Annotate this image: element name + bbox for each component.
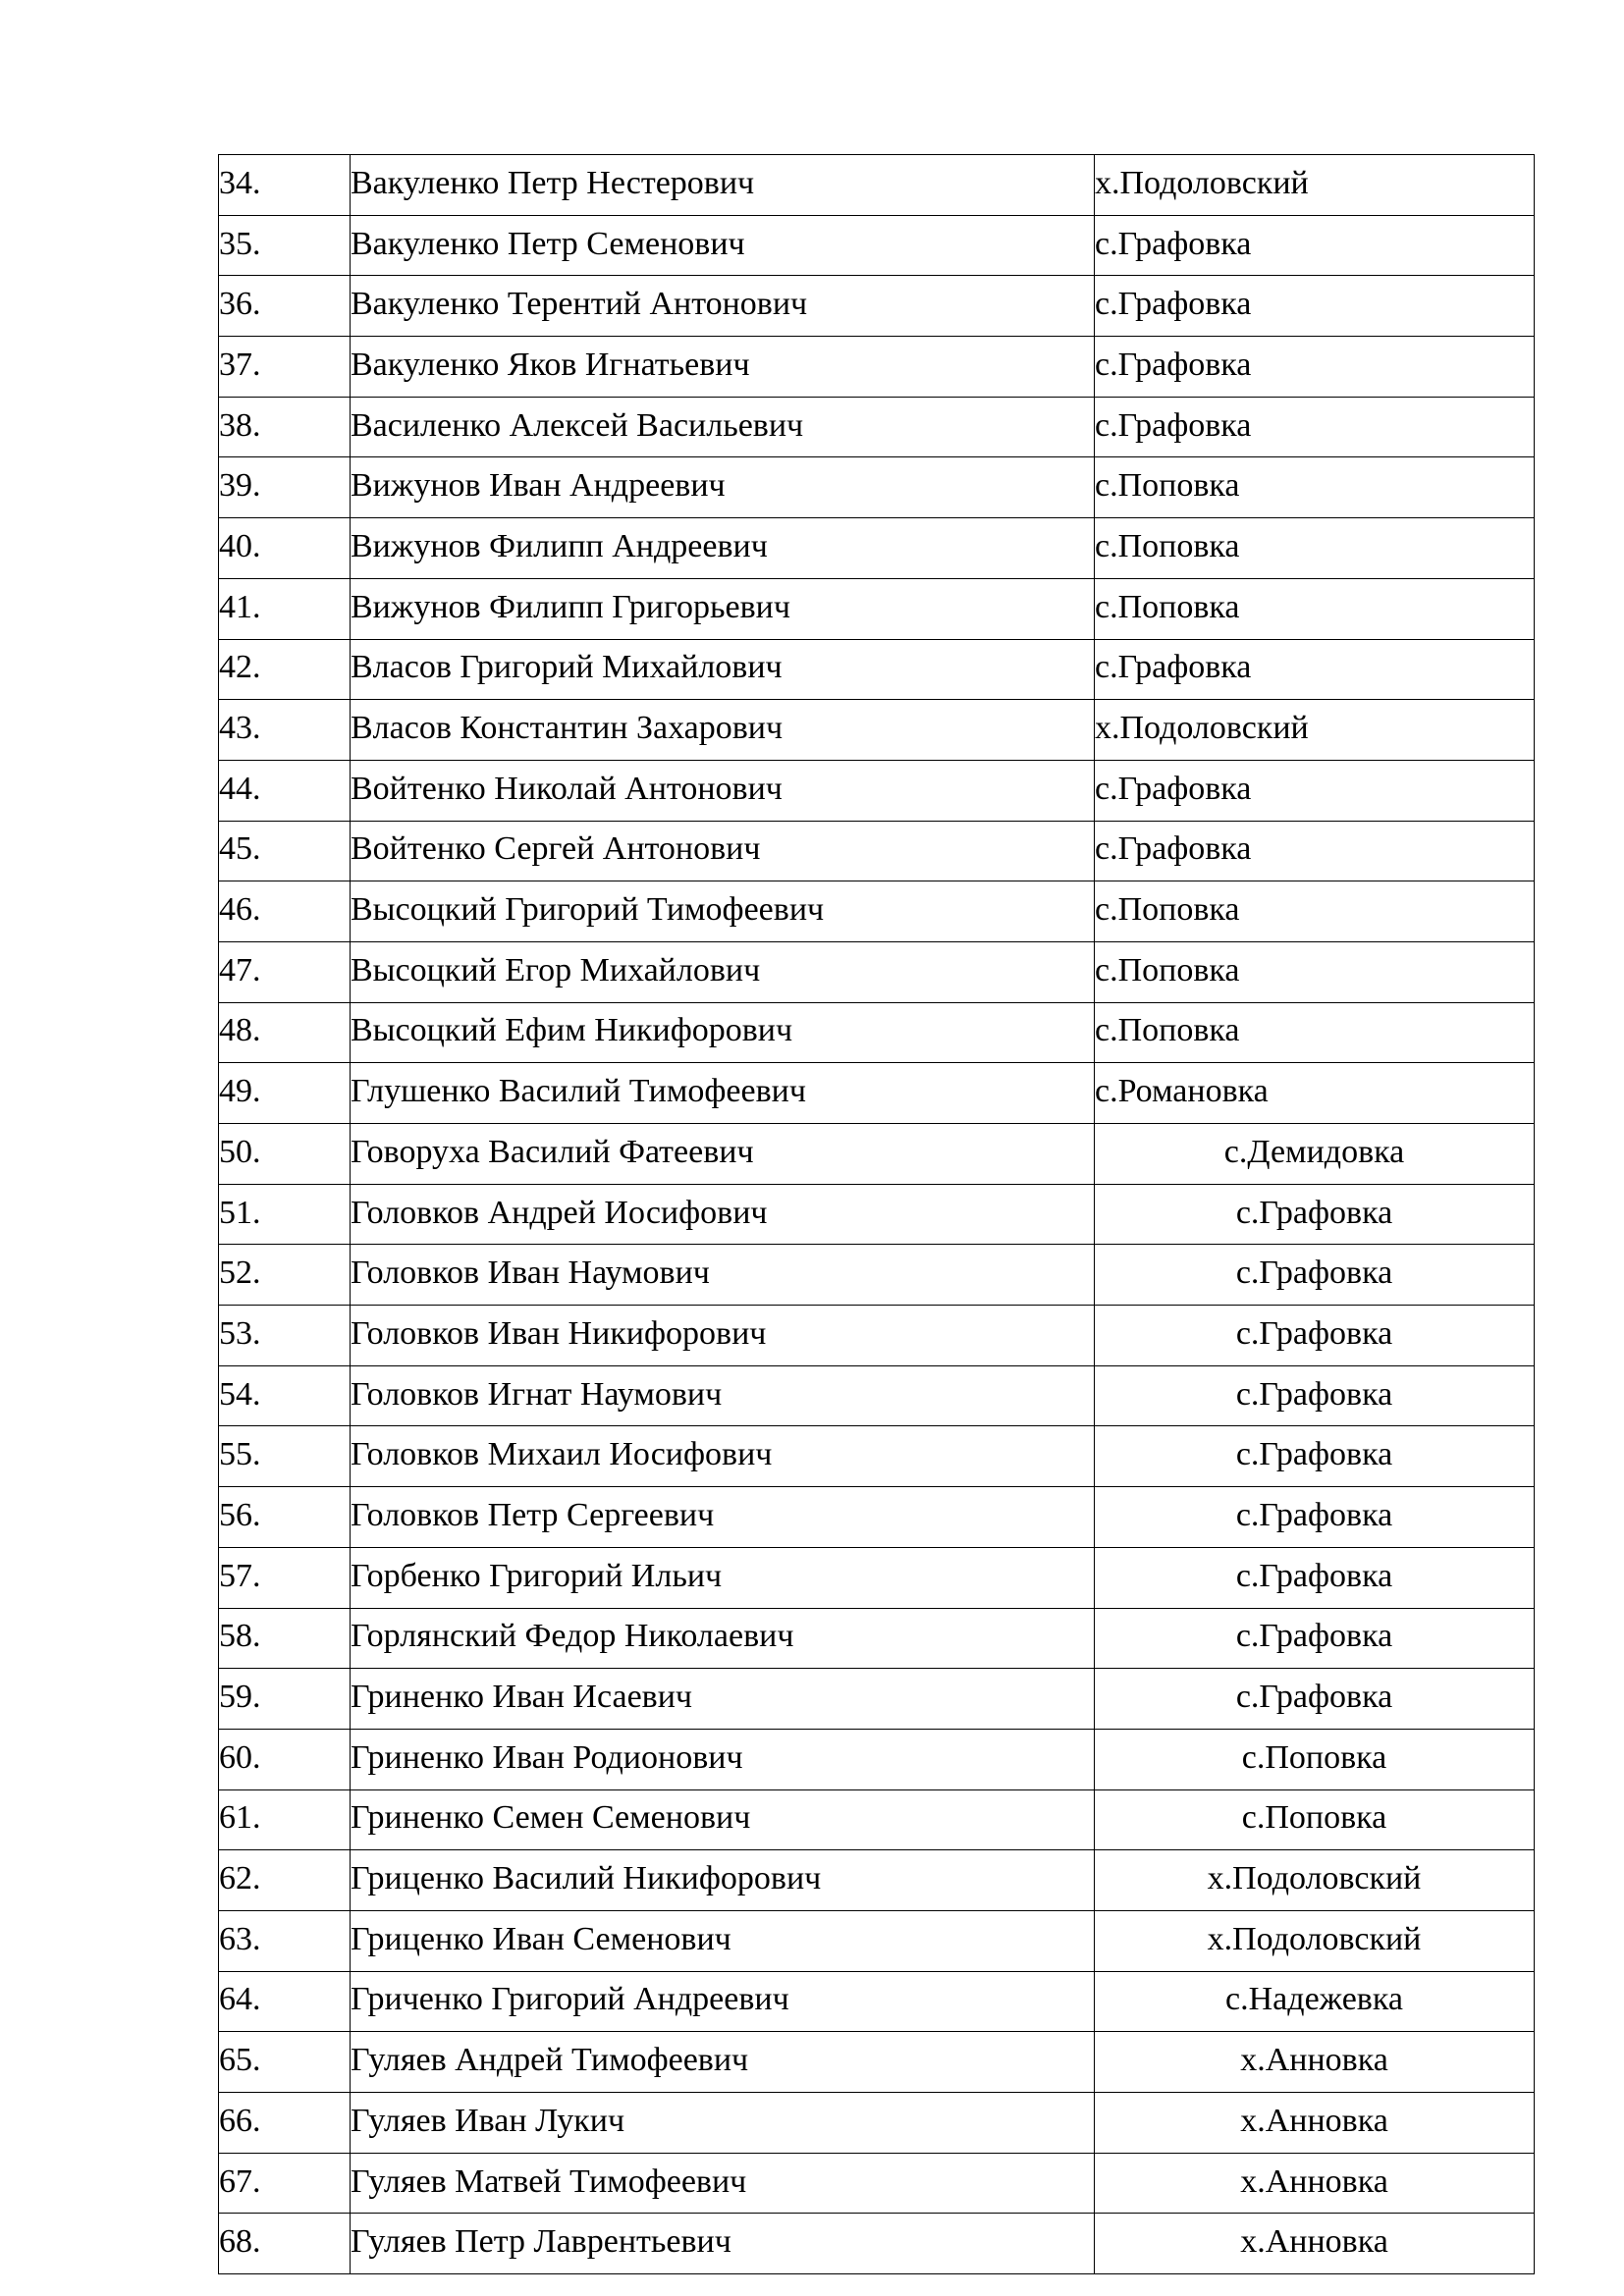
- settlement-name: с.Графовка: [1095, 821, 1535, 881]
- person-name: Гриценко Василий Никифорович: [351, 1850, 1095, 1911]
- row-number: 66.: [219, 2093, 351, 2154]
- settlement-name: с.Поповка: [1095, 1002, 1535, 1063]
- person-name: Вакуленко Терентий Антонович: [351, 276, 1095, 337]
- row-number: 44.: [219, 760, 351, 821]
- settlement-name: с.Графовка: [1095, 1487, 1535, 1548]
- table-row: [219, 1850, 1535, 1911]
- row-number: 43.: [219, 700, 351, 761]
- person-name: Головков Андрей Иосифович: [351, 1184, 1095, 1245]
- settlement-name: с.Графовка: [1095, 1365, 1535, 1426]
- person-name: Вакуленко Яков Игнатьевич: [351, 337, 1095, 398]
- row-number: 61.: [219, 1789, 351, 1850]
- row-number: 63.: [219, 1910, 351, 1971]
- table-row: [219, 1487, 1535, 1548]
- table-row: [219, 397, 1535, 457]
- settlement-name: с.Графовка: [1095, 215, 1535, 276]
- table-row: [219, 276, 1535, 337]
- person-name: Гриненко Иван Исаевич: [351, 1669, 1095, 1730]
- person-name: Головков Петр Сергеевич: [351, 1487, 1095, 1548]
- settlement-name: с.Графовка: [1095, 337, 1535, 398]
- table-row: [219, 1608, 1535, 1669]
- row-number: 47.: [219, 941, 351, 1002]
- row-number: 37.: [219, 337, 351, 398]
- settlement-name: х.Анновка: [1095, 2214, 1535, 2274]
- row-number: 65.: [219, 2032, 351, 2093]
- table-row: [219, 1306, 1535, 1366]
- row-number: 52.: [219, 1245, 351, 1306]
- row-number: 49.: [219, 1063, 351, 1124]
- table-row: [219, 760, 1535, 821]
- table-row: [219, 700, 1535, 761]
- settlement-name: х.Подоловский: [1095, 700, 1535, 761]
- table-row: [219, 2214, 1535, 2274]
- settlement-name: с.Надежевка: [1095, 1971, 1535, 2032]
- row-number: 56.: [219, 1487, 351, 1548]
- row-number: 55.: [219, 1426, 351, 1487]
- settlement-name: х.Анновка: [1095, 2032, 1535, 2093]
- roster-table: [218, 154, 1535, 2274]
- row-number: 59.: [219, 1669, 351, 1730]
- person-name: Вакуленко Петр Семенович: [351, 215, 1095, 276]
- table-row: [219, 578, 1535, 639]
- settlement-name: с.Графовка: [1095, 1608, 1535, 1669]
- row-number: 35.: [219, 215, 351, 276]
- person-name: Гриценко Иван Семенович: [351, 1910, 1095, 1971]
- settlement-name: с.Графовка: [1095, 1184, 1535, 1245]
- settlement-name: с.Графовка: [1095, 397, 1535, 457]
- row-number: 67.: [219, 2153, 351, 2214]
- settlement-name: с.Графовка: [1095, 1426, 1535, 1487]
- person-name: Гуляев Андрей Тимофеевич: [351, 2032, 1095, 2093]
- person-name: Глушенко Василий Тимофеевич: [351, 1063, 1095, 1124]
- settlement-name: с.Графовка: [1095, 1245, 1535, 1306]
- table-row: [219, 2093, 1535, 2154]
- settlement-name: с.Графовка: [1095, 639, 1535, 700]
- person-name: Вакуленко Петр Нестерович: [351, 155, 1095, 216]
- table-row: [219, 1729, 1535, 1789]
- person-name: Власов Константин Захарович: [351, 700, 1095, 761]
- settlement-name: с.Поповка: [1095, 578, 1535, 639]
- table-row: [219, 1184, 1535, 1245]
- row-number: 41.: [219, 578, 351, 639]
- row-number: 46.: [219, 881, 351, 942]
- settlement-name: с.Поповка: [1095, 1789, 1535, 1850]
- table-row: [219, 1910, 1535, 1971]
- table-row: [219, 215, 1535, 276]
- table-row: [219, 1002, 1535, 1063]
- table-row: [219, 337, 1535, 398]
- person-name: Горлянский Федор Николаевич: [351, 1608, 1095, 1669]
- person-name: Головков Михаил Иосифович: [351, 1426, 1095, 1487]
- settlement-name: с.Поповка: [1095, 1729, 1535, 1789]
- table-row: [219, 1971, 1535, 2032]
- person-name: Гриненко Семен Семенович: [351, 1789, 1095, 1850]
- settlement-name: х.Подоловский: [1095, 155, 1535, 216]
- settlement-name: с.Демидовка: [1095, 1124, 1535, 1185]
- person-name: Вижунов Филипп Андреевич: [351, 518, 1095, 579]
- table-row: [219, 457, 1535, 518]
- settlement-name: с.Графовка: [1095, 1306, 1535, 1366]
- row-number: 39.: [219, 457, 351, 518]
- person-name: Вижунов Филипп Григорьевич: [351, 578, 1095, 639]
- settlement-name: с.Графовка: [1095, 276, 1535, 337]
- settlement-name: с.Графовка: [1095, 760, 1535, 821]
- table-row: [219, 1426, 1535, 1487]
- person-name: Войтенко Николай Антонович: [351, 760, 1095, 821]
- row-number: 34.: [219, 155, 351, 216]
- settlement-name: с.Поповка: [1095, 457, 1535, 518]
- table-row: [219, 518, 1535, 579]
- person-name: Власов Григорий Михайлович: [351, 639, 1095, 700]
- settlement-name: х.Анновка: [1095, 2093, 1535, 2154]
- table-row: [219, 1547, 1535, 1608]
- row-number: 62.: [219, 1850, 351, 1911]
- person-name: Гуляев Иван Лукич: [351, 2093, 1095, 2154]
- row-number: 45.: [219, 821, 351, 881]
- person-name: Головков Игнат Наумович: [351, 1365, 1095, 1426]
- row-number: 50.: [219, 1124, 351, 1185]
- table-row: [219, 2153, 1535, 2214]
- settlement-name: х.Подоловский: [1095, 1910, 1535, 1971]
- table-row: [219, 1669, 1535, 1730]
- settlement-name: с.Романовка: [1095, 1063, 1535, 1124]
- table-row: [219, 1245, 1535, 1306]
- table-row: [219, 639, 1535, 700]
- table-row: [219, 1063, 1535, 1124]
- row-number: 60.: [219, 1729, 351, 1789]
- person-name: Высоцкий Ефим Никифорович: [351, 1002, 1095, 1063]
- person-name: Гуляев Матвей Тимофеевич: [351, 2153, 1095, 2214]
- row-number: 48.: [219, 1002, 351, 1063]
- table-row: [219, 941, 1535, 1002]
- person-name: Василенко Алексей Васильевич: [351, 397, 1095, 457]
- table-row: [219, 881, 1535, 942]
- row-number: 36.: [219, 276, 351, 337]
- row-number: 57.: [219, 1547, 351, 1608]
- table-row: [219, 2032, 1535, 2093]
- row-number: 38.: [219, 397, 351, 457]
- row-number: 54.: [219, 1365, 351, 1426]
- settlement-name: с.Поповка: [1095, 518, 1535, 579]
- person-name: Высоцкий Григорий Тимофеевич: [351, 881, 1095, 942]
- settlement-name: х.Анновка: [1095, 2153, 1535, 2214]
- person-name: Горбенко Григорий Ильич: [351, 1547, 1095, 1608]
- table-row: [219, 821, 1535, 881]
- person-name: Головков Иван Никифорович: [351, 1306, 1095, 1366]
- table-row: [219, 155, 1535, 216]
- settlement-name: с.Поповка: [1095, 941, 1535, 1002]
- person-name: Гуляев Петр Лаврентьевич: [351, 2214, 1095, 2274]
- table-row: [219, 1789, 1535, 1850]
- row-number: 68.: [219, 2214, 351, 2274]
- row-number: 51.: [219, 1184, 351, 1245]
- row-number: 42.: [219, 639, 351, 700]
- row-number: 58.: [219, 1608, 351, 1669]
- settlement-name: с.Графовка: [1095, 1547, 1535, 1608]
- person-name: Головков Иван Наумович: [351, 1245, 1095, 1306]
- person-name: Гриненко Иван Родионович: [351, 1729, 1095, 1789]
- table-row: [219, 1124, 1535, 1185]
- settlement-name: х.Подоловский: [1095, 1850, 1535, 1911]
- settlement-name: с.Графовка: [1095, 1669, 1535, 1730]
- row-number: 40.: [219, 518, 351, 579]
- person-name: Войтенко Сергей Антонович: [351, 821, 1095, 881]
- person-name: Гриченко Григорий Андреевич: [351, 1971, 1095, 2032]
- person-name: Говоруха Василий Фатеевич: [351, 1124, 1095, 1185]
- roster-table-body: [219, 155, 1535, 2274]
- person-name: Вижунов Иван Андреевич: [351, 457, 1095, 518]
- settlement-name: с.Поповка: [1095, 881, 1535, 942]
- table-row: [219, 1365, 1535, 1426]
- row-number: 53.: [219, 1306, 351, 1366]
- row-number: 64.: [219, 1971, 351, 2032]
- person-name: Высоцкий Егор Михайлович: [351, 941, 1095, 1002]
